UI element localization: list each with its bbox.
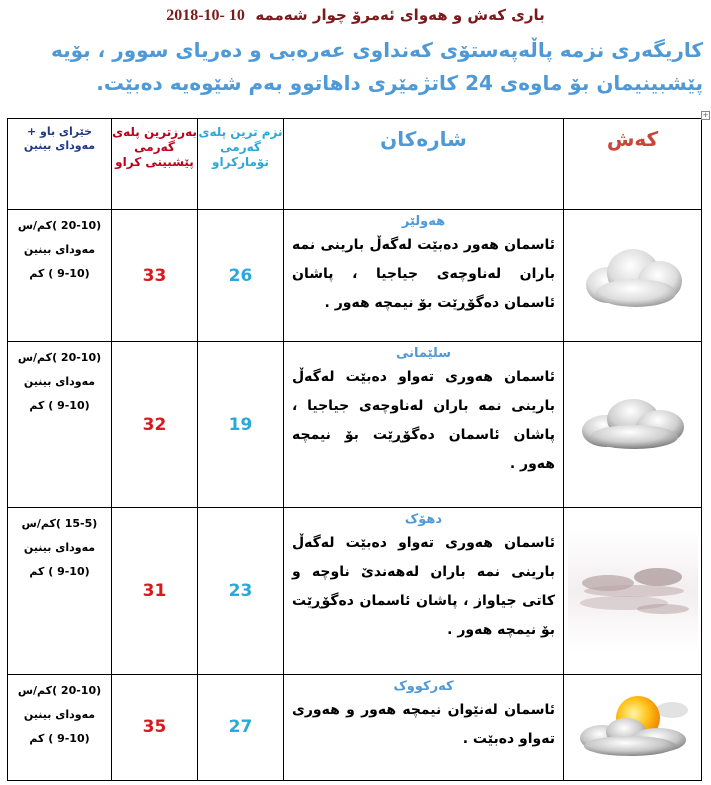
visibility-label: مەودای بینین xyxy=(23,243,96,256)
forecast-table xyxy=(7,118,702,781)
city-description-cell xyxy=(284,508,564,674)
max-temp-cell: 35 xyxy=(112,674,198,781)
date-label: 10 -10-2018 xyxy=(166,7,245,24)
visibility-label: مەودای بینین xyxy=(23,707,96,721)
visibility-value: (9-10 ) کم xyxy=(29,565,90,579)
header-city: شارەکان xyxy=(284,119,564,210)
wind-speed: (20-10 )کم/س xyxy=(17,351,102,365)
forecast-table-container xyxy=(7,111,709,781)
header-min-temp: نزم ترین پلەی گەرمی تۆمارکراو xyxy=(198,119,284,210)
city-description-cell xyxy=(284,210,564,342)
max-temp-cell: 33 xyxy=(112,210,198,342)
table-row xyxy=(8,508,702,674)
wind-visibility-cell xyxy=(8,342,112,508)
table-row xyxy=(8,674,702,781)
wind-speed: (15-5 )کم/س xyxy=(21,517,98,531)
table-row xyxy=(8,210,702,342)
max-temp-cell: 31 xyxy=(112,508,198,674)
weather-icon-cell xyxy=(564,210,702,342)
sun-behind-cloud-icon xyxy=(568,682,698,772)
city-name: دهۆک xyxy=(404,512,443,528)
header-max-temp: بەرزترین پلەی گەرمی پێشبینی کراو xyxy=(112,119,198,210)
wind-speed: (20-10 )کم/س xyxy=(17,219,102,232)
min-temp-cell: 19 xyxy=(198,342,284,508)
min-temp-cell: 23 xyxy=(198,508,284,674)
table-header-row xyxy=(8,119,702,210)
wind-visibility-cell xyxy=(8,210,112,342)
visibility-value: (9-10 ) کم xyxy=(29,399,90,413)
visibility-value: (9-10 ) کم xyxy=(29,731,90,745)
visibility-label: مەودای بینین xyxy=(23,541,96,555)
weather-description: ئاسمان هەور دەبێت لەگەڵ بارینی نمە باران لەناوچەی جیاجیا ، پاشان ئاسمان دەگۆڕێت بۆ نیمچە هەور . xyxy=(292,237,555,311)
cloud-icon xyxy=(578,241,688,311)
wind-speed: (20-10 )کم/س xyxy=(17,683,102,697)
table-row xyxy=(8,342,702,508)
visibility-label: مەودای بینین xyxy=(23,375,96,389)
cloud-icon xyxy=(568,389,698,461)
header-wind-visibility: خێرای باو + مەودای بینین xyxy=(8,119,112,210)
weather-description: ئاسمان هەوری تەواو دەبێت لەگەڵ بارینی نمە باران لەناوچەی جیاجیا ، پاشان ئاسمان دەگۆڕێت بۆ نیمچە هەور . xyxy=(292,369,555,473)
min-temp-cell: 27 xyxy=(198,674,284,781)
city-name: هەولێر xyxy=(401,214,446,229)
city-description-cell xyxy=(284,342,564,508)
city-name: سلێمانی xyxy=(395,346,452,362)
forecast-intro: کاریگەری نزمە پاڵەپەستۆی کەنداوی عەرەبی و دەریای سوور ، بۆیە پێشبینیمان بۆ ماوەی 24 کاتژمێری داهاتوو بەم شێوەیە دەبێت. xyxy=(51,38,703,95)
page-title xyxy=(0,6,711,25)
city-name: کەرکووک xyxy=(393,678,454,694)
visibility-value: (9-10 ) کم xyxy=(29,267,90,280)
max-temp-cell: 32 xyxy=(112,342,198,508)
weather-description: ئاسمان هەوری تەواو دەبێت لەگەڵ بارینی نمە باران لەهەندێ ناوچە و کاتی جیاواز ، پاشان ئاسمان دەگۆڕێت بۆ نیمچە هەور . xyxy=(292,535,555,639)
weather-icon-cell xyxy=(564,342,702,508)
city-description-cell xyxy=(284,674,564,781)
header-weather: کەش xyxy=(564,119,702,210)
wind-visibility-cell xyxy=(8,674,112,781)
weather-description: ئاسمان لەنێوان نیمچە هەور و هەوری تەواو دەبێت . xyxy=(292,701,555,747)
weather-icon-cell xyxy=(564,674,702,781)
min-temp-cell: 26 xyxy=(198,210,284,342)
table-move-handle-icon[interactable]: + xyxy=(702,111,709,119)
title-text: باری کەش و هەوای ئەمرۆ چوار شەممە xyxy=(255,6,545,24)
weather-icon-cell xyxy=(564,508,702,674)
wind-visibility-cell xyxy=(8,508,112,674)
haze-cloud-icon xyxy=(568,531,698,651)
